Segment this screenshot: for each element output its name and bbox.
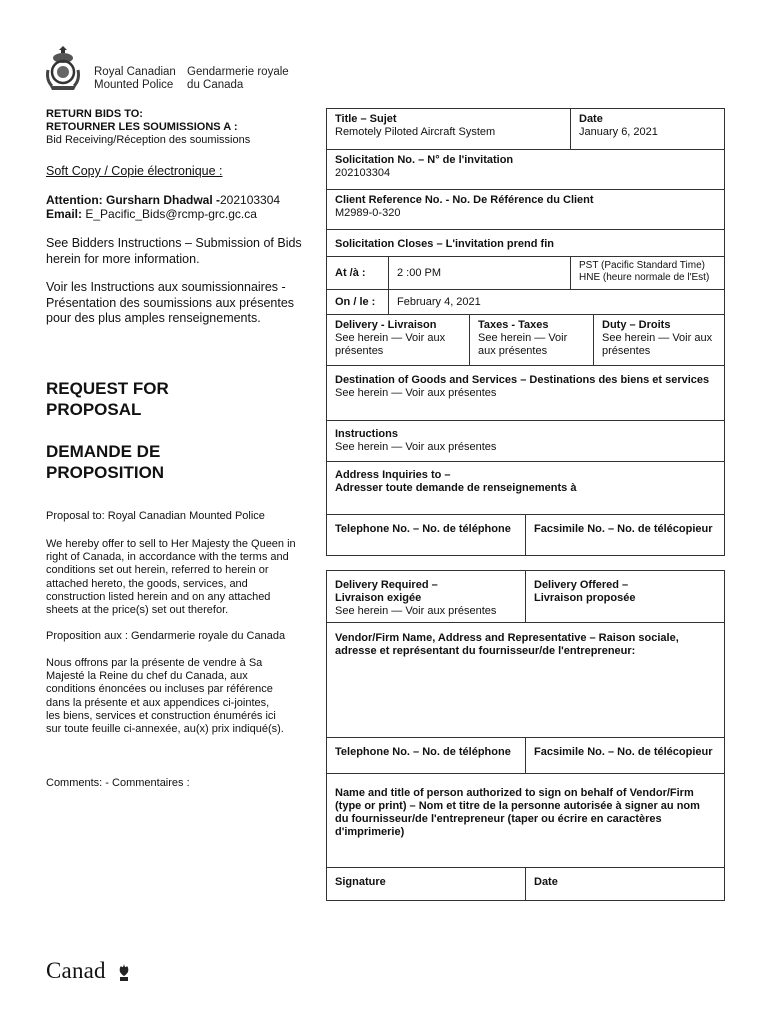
on-label-cell	[326, 289, 389, 315]
attention-label: Attention: Gursharn Dhadwal -	[46, 193, 220, 207]
closes-cell	[326, 229, 725, 257]
attention-block	[46, 193, 308, 221]
date-label: Date	[579, 113, 603, 125]
signature-date-label: Date	[534, 876, 558, 888]
signature-label: Signature	[335, 876, 386, 888]
on-value-cell	[388, 289, 725, 315]
rfp-title-en-2: PROPOSAL	[46, 400, 142, 419]
vendor-fax-label: Facsimile No. – No. de télécopieur	[534, 746, 713, 758]
return-bids-fr: RETOURNER LES SOUMISSIONS A :	[46, 121, 238, 133]
delivery-cell	[326, 314, 470, 366]
on-value: February 4, 2021	[397, 296, 481, 308]
delivery-required-1: Delivery Required –	[335, 579, 438, 591]
phone-label: Telephone No. – No. de téléphone	[335, 523, 511, 535]
at-value-cell	[388, 256, 571, 290]
delivery-offered-cell[interactable]	[525, 570, 725, 623]
email-label: Email:	[46, 207, 86, 221]
phone-cell[interactable]	[326, 514, 526, 556]
authorized-person-cell[interactable]	[326, 773, 725, 868]
timezone-cell	[570, 256, 725, 290]
vendor-fax-cell[interactable]	[525, 737, 725, 774]
on-label: On / le :	[335, 296, 376, 308]
comments-label: Comments: - Commentaires :	[46, 777, 190, 789]
delivery-offered-2: Livraison proposée	[534, 592, 636, 604]
solicitation-value: 202103304	[335, 167, 391, 179]
duty-label: Duty – Droits	[602, 319, 671, 331]
delivery-offered-1: Delivery Offered –	[534, 579, 629, 591]
bidders-instructions-fr: Voir les Instructions aux soumissionnaires - Présentation des soumissions aux présentes pour des plus amples renseignements.	[46, 280, 295, 325]
bid-receiving: Bid Receiving/Réception des soumissions	[46, 134, 251, 146]
date-value: January 6, 2021	[579, 126, 658, 138]
delivery-label: Delivery - Livraison	[335, 319, 437, 331]
taxes-label: Taxes - Taxes	[478, 319, 549, 331]
rfp-title-fr-1: DEMANDE DE	[46, 442, 161, 461]
delivery-required-value: See herein — Voir aux présentes	[335, 605, 497, 617]
address-label-1: Address Inquiries to –	[335, 469, 451, 481]
duty-value: See herein — Voir aux présentes	[602, 332, 713, 357]
destination-label: Destination of Goods and Services – Destinations des biens et services	[335, 374, 710, 386]
at-value: 2 :00 PM	[397, 267, 442, 279]
offer-en: We hereby offer to sell to Her Majesty the Queen in right of Canada, in accordance with the terms and conditions set out herein, referred to herein or attached hereto, the goods, services, and construction listed herein and on any attached sheets at the price(s) set out therefor.	[46, 538, 296, 617]
destination-value: See herein — Voir aux présentes	[335, 387, 497, 399]
signature-cell[interactable]	[326, 867, 526, 901]
canada-flag-icon	[118, 960, 130, 982]
canada-wordmark: Canad	[46, 958, 106, 983]
delivery-value: See herein — Voir aux présentes	[335, 332, 446, 357]
client-ref-cell	[326, 189, 725, 230]
rcmp-crest-icon	[44, 44, 82, 92]
agency-name-fr-2: du Canada	[187, 79, 244, 91]
bidders-instructions-en: See Bidders Instructions – Submission of Bids herein for more information.	[46, 236, 302, 266]
delivery-required-cell	[326, 570, 526, 623]
at-label-cell	[326, 256, 389, 290]
vendor-label: Vendor/Firm Name, Address and Representative – Raison sociale, adresse et représentant du fournisseur/de l'entrepreneur:	[335, 632, 679, 657]
agency-name-en-2: Mounted Police	[94, 79, 174, 91]
vendor-name-cell[interactable]	[326, 622, 725, 738]
timezone-fr: HNE (heure normale de l'Est)	[579, 272, 710, 283]
instructions-cell	[326, 420, 725, 462]
title-label: Title – Sujet	[335, 113, 397, 125]
date-cell	[570, 108, 725, 150]
soft-copy-label: Soft Copy / Copie électronique :	[46, 164, 223, 178]
vendor-phone-label: Telephone No. – No. de téléphone	[335, 746, 511, 758]
address-label-2: Adresser toute demande de renseignements à	[335, 482, 577, 494]
rfp-title-en-1: REQUEST FOR	[46, 379, 169, 398]
timezone-en: PST (Pacific Standard Time)	[579, 260, 705, 271]
instructions-label: Instructions	[335, 428, 398, 440]
agency-name-en-1: Royal Canadian	[94, 66, 176, 78]
duty-cell	[593, 314, 725, 366]
agency-name-fr-1: Gendarmerie royale	[187, 66, 289, 78]
fax-label: Facsimile No. – No. de télécopieur	[534, 523, 713, 535]
client-ref-value: M2989-0-320	[335, 207, 401, 219]
at-label: At /à :	[335, 267, 366, 279]
solicitation-cell	[326, 149, 725, 190]
rfp-title-fr-2: PROPOSITION	[46, 463, 165, 482]
taxes-cell	[469, 314, 594, 366]
rfp-title-fr	[46, 441, 308, 483]
rfp-title-en	[46, 378, 308, 420]
authorized-label: Name and title of person authorized to sign on behalf of Vendor/Firm (type or print) – Nom et titre de la personne autorisée à signer au nom du fournisseur/de l'entrepreneur (taper ou écrire en caractères d'imprimerie)	[335, 787, 700, 838]
taxes-value: See herein — Voir aux présentes	[478, 332, 568, 357]
attention-number: 202103304	[220, 193, 281, 207]
proposal-to: Proposal to: Royal Canadian Mounted Police	[46, 510, 265, 522]
closes-label: Solicitation Closes – L'invitation prend fin	[335, 238, 554, 250]
fax-cell[interactable]	[525, 514, 725, 556]
destination-cell	[326, 365, 725, 421]
email-value[interactable]: E_Pacific_Bids@rcmp-grc.gc.ca	[85, 207, 257, 221]
title-cell	[326, 108, 571, 150]
return-bids-en: RETURN BIDS TO:	[46, 108, 143, 120]
solicitation-label: Solicitation No. – N° de l'invitation	[335, 154, 514, 166]
title-value: Remotely Piloted Aircraft System	[335, 126, 496, 138]
return-bids-block	[46, 108, 308, 147]
signature-date-cell[interactable]	[525, 867, 725, 901]
instructions-value: See herein — Voir aux présentes	[335, 441, 497, 453]
offer-fr: Nous offrons par la présente de vendre à Sa Majesté la Reine du chef du Canada, aux conditions énoncées ou incluses par référence dans la présente et aux appendices ci-jointes, les biens, services et construction énumérés ici sur toute feuille ci-annexée, au(x) prix indiqué(s).	[46, 657, 284, 736]
vendor-phone-cell[interactable]	[326, 737, 526, 774]
client-ref-label: Client Reference No. - No. De Référence du Client	[335, 194, 594, 206]
proposition-aux: Proposition aux : Gendarmerie royale du Canada	[46, 630, 286, 642]
agency-logo	[44, 44, 304, 94]
address-inquiries-cell	[326, 461, 725, 515]
delivery-required-2: Livraison exigée	[335, 592, 422, 604]
